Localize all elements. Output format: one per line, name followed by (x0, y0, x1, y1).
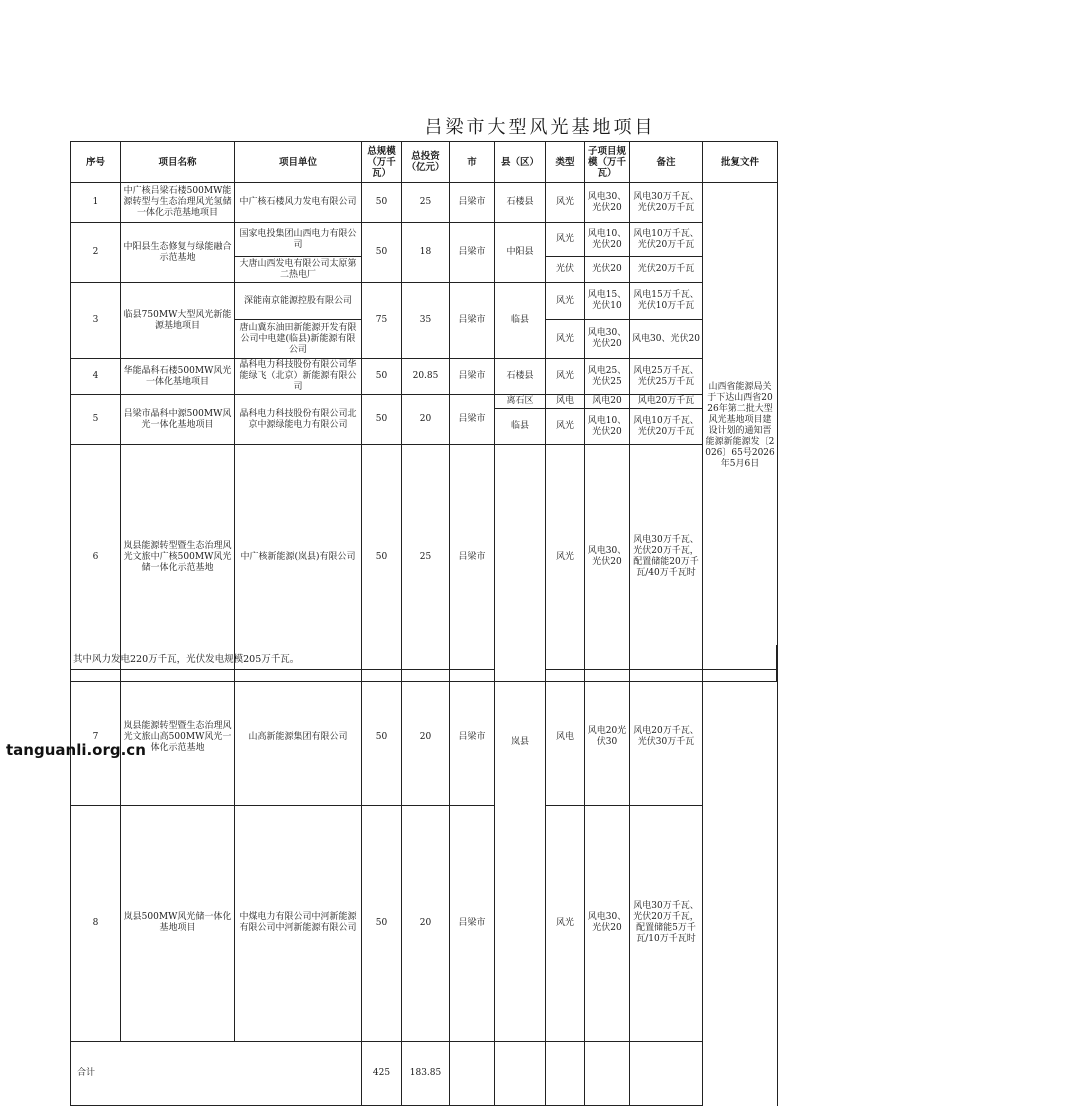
cell-unit: 晶科电力科技股份有限公司北京中源绿能电力有限公司 (235, 395, 362, 445)
cell-city: 吕梁市 (450, 395, 495, 445)
header-no: 序号 (71, 142, 121, 183)
header-row (71, 142, 778, 183)
header-city: 市 (450, 142, 495, 183)
total-scale: 425 (362, 1041, 402, 1105)
cell-type: 风光 (546, 283, 585, 320)
cell-scale: 50 (362, 805, 402, 1041)
cell-scale: 50 (362, 445, 402, 670)
table-row (71, 445, 778, 670)
cell-type: 风光 (546, 409, 585, 445)
cell-no: 6 (71, 445, 121, 670)
cell-type: 风光 (546, 445, 585, 670)
cell-scale: 50 (362, 670, 402, 806)
cell-invest: 20 (402, 805, 450, 1041)
cell-name: 岚县500MW风光储一体化基地项目 (121, 805, 235, 1041)
cell-subscale: 风电25、光伏25 (585, 359, 630, 395)
cell-subscale: 风电15、光伏10 (585, 283, 630, 320)
cell-invest: 35 (402, 283, 450, 359)
cell-subscale: 风电10、光伏20 (585, 409, 630, 445)
cell-note: 风电20万千瓦、光伏30万千瓦 (630, 670, 703, 806)
cell-subscale: 风电10、光伏20 (585, 223, 630, 257)
header-name: 项目名称 (121, 142, 235, 183)
header-scale: 总规模（万千瓦） (362, 142, 402, 183)
table-row (71, 395, 778, 409)
table-row (71, 223, 778, 257)
total-row (71, 1041, 778, 1105)
cell-county: 中阳县 (495, 223, 546, 283)
cell-unit: 唐山冀东油田新能源开发有限公司中电建(临县)新能源有限公司 (235, 320, 362, 359)
cell-subscale: 风电30、光伏20 (585, 183, 630, 223)
total-empty-county (495, 1041, 546, 1105)
cell-unit: 晶科电力科技股份有限公司华能绿飞（北京）新能源有限公司 (235, 359, 362, 395)
header-county: 县（区） (495, 142, 546, 183)
table-row (71, 283, 778, 320)
cell-name: 临县750MW大型风光新能源基地项目 (121, 283, 235, 359)
cell-city: 吕梁市 (450, 223, 495, 283)
table-row (71, 670, 778, 806)
header-note: 备注 (630, 142, 703, 183)
total-empty-note (630, 1041, 703, 1105)
cell-type: 风光 (546, 359, 585, 395)
cell-subscale: 风电30、光伏20 (585, 320, 630, 359)
document-title: 吕梁市大型风光基地项目 (424, 117, 656, 138)
cell-county: 临县 (495, 409, 546, 445)
cell-note: 风电20万千瓦 (630, 395, 703, 409)
cell-county: 离石区 (495, 395, 546, 409)
cell-approval-a: 山西省能源局关于下达山西省2026年第二批大型风光基地项目建设计划的通知晋能源新能源发〔2026〕65号2026年5月6日 (703, 183, 778, 670)
cell-subscale: 风电30、光伏20 (585, 805, 630, 1041)
cell-no: 4 (71, 359, 121, 395)
cell-note: 风电30万千瓦、光伏20万千瓦，配置储能5万千瓦/10万千瓦时 (630, 805, 703, 1041)
cell-type: 光伏 (546, 257, 585, 283)
total-invest: 183.85 (402, 1041, 450, 1105)
header-subscale: 子项目规模（万千瓦） (585, 142, 630, 183)
cell-subscale: 风电30、光伏20 (585, 445, 630, 670)
cell-no: 3 (71, 283, 121, 359)
cell-unit: 山高新能源集团有限公司 (235, 670, 362, 806)
cell-no: 2 (71, 223, 121, 283)
cell-no: 7 (71, 670, 121, 806)
cell-scale: 50 (362, 359, 402, 395)
cell-city: 吕梁市 (450, 183, 495, 223)
cell-type: 风光 (546, 320, 585, 359)
cell-note: 风电30万千瓦、光伏20万千瓦，配置储能20万千瓦/40万千瓦时 (630, 445, 703, 670)
cell-county-lanxian: 岚县 (495, 445, 546, 1042)
cell-name: 中广核吕梁石楼500MW能源转型与生态治理风光氢储一体化示范基地项目 (121, 183, 235, 223)
cell-type: 风光 (546, 183, 585, 223)
cell-scale: 75 (362, 283, 402, 359)
cell-unit: 中广核石楼风力发电有限公司 (235, 183, 362, 223)
header-invest: 总投资（亿元） (402, 142, 450, 183)
cell-name: 岚县能源转型暨生态治理风光文旅中广核500MW风光储一体化示范基地 (121, 445, 235, 670)
total-label: 合计 (71, 1041, 362, 1105)
cell-note: 风电15万千瓦、光伏10万千瓦 (630, 283, 703, 320)
cell-type: 风电 (546, 670, 585, 806)
cell-note: 风电30、光伏20 (630, 320, 703, 359)
cell-county: 临县 (495, 283, 546, 359)
cell-unit: 国家电投集团山西电力有限公司 (235, 223, 362, 257)
cell-county: 石楼县 (495, 183, 546, 223)
cell-note: 光伏20万千瓦 (630, 257, 703, 283)
footnote: 其中风力发电220万千瓦，光伏发电规模205万千瓦。 (70, 645, 777, 682)
cell-name: 吕梁市晶科中源500MW风光一体化基地项目 (121, 395, 235, 445)
cell-city: 吕梁市 (450, 670, 495, 806)
cell-subscale: 风电20 (585, 395, 630, 409)
cell-invest: 25 (402, 445, 450, 670)
table-row (71, 183, 778, 223)
cell-name: 华能晶科石楼500MW风光一体化基地项目 (121, 359, 235, 395)
header-unit: 项目单位 (235, 142, 362, 183)
cell-unit: 深能南京能源控股有限公司 (235, 283, 362, 320)
cell-city: 吕梁市 (450, 359, 495, 395)
header-type: 类型 (546, 142, 585, 183)
cell-subscale: 光伏20 (585, 257, 630, 283)
cell-city: 吕梁市 (450, 445, 495, 670)
cell-invest: 20.85 (402, 359, 450, 395)
cell-note: 风电25万千瓦、光伏25万千瓦 (630, 359, 703, 395)
cell-invest: 20 (402, 395, 450, 445)
total-empty-subscale (585, 1041, 630, 1105)
cell-city: 吕梁市 (450, 283, 495, 359)
total-empty-type (546, 1041, 585, 1105)
cell-note: 风电10万千瓦、光伏20万千瓦 (630, 409, 703, 445)
cell-no: 1 (71, 183, 121, 223)
cell-unit: 大唐山西发电有限公司太原第二热电厂 (235, 257, 362, 283)
table-row (71, 805, 778, 1041)
cell-no: 5 (71, 395, 121, 445)
cell-no: 8 (71, 805, 121, 1041)
cell-note: 风电30万千瓦、光伏20万千瓦 (630, 183, 703, 223)
cell-subscale: 风电20光伏30 (585, 670, 630, 806)
cell-invest: 25 (402, 183, 450, 223)
cell-invest: 20 (402, 670, 450, 806)
cell-scale: 50 (362, 223, 402, 283)
cell-name: 中阳县生态修复与绿能融合示范基地 (121, 223, 235, 283)
project-table (70, 141, 778, 1106)
cell-county: 石楼县 (495, 359, 546, 395)
watermark: tanguanli.org.cn (6, 741, 146, 759)
header-approval: 批复文件 (703, 142, 778, 183)
cell-unit: 中煤电力有限公司中河新能源有限公司中河新能源有限公司 (235, 805, 362, 1041)
cell-city: 吕梁市 (450, 805, 495, 1041)
cell-invest: 18 (402, 223, 450, 283)
cell-type: 风光 (546, 805, 585, 1041)
cell-type: 风光 (546, 223, 585, 257)
cell-scale: 50 (362, 395, 402, 445)
cell-unit: 中广核新能源(岚县)有限公司 (235, 445, 362, 670)
cell-note: 风电10万千瓦、光伏20万千瓦 (630, 223, 703, 257)
cell-scale: 50 (362, 183, 402, 223)
total-empty-city (450, 1041, 495, 1105)
cell-type: 风电 (546, 395, 585, 409)
cell-name: 岚县能源转型暨生态治理风光文旅山高500MW风光一体化示范基地 (121, 670, 235, 806)
table-row (71, 359, 778, 395)
